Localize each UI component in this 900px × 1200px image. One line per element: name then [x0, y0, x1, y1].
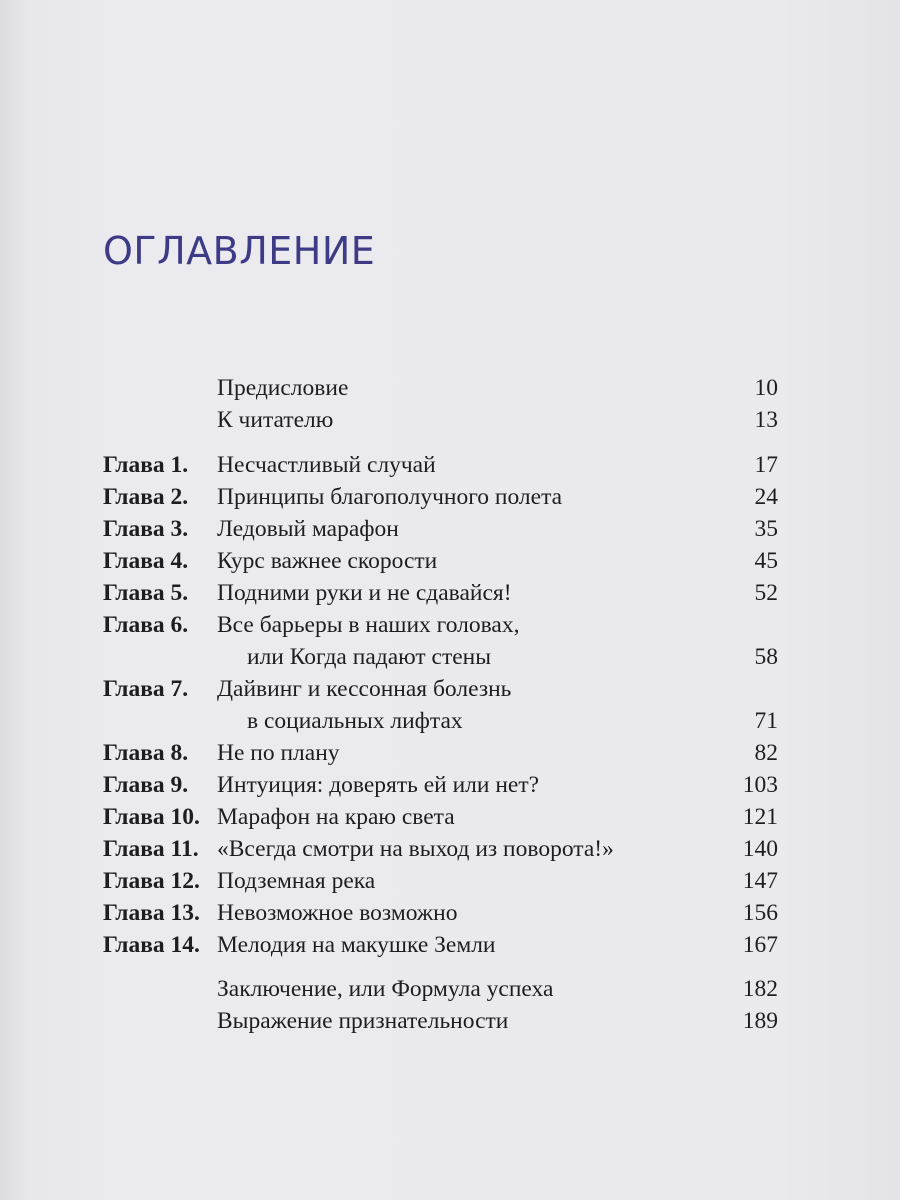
entry-page: 182 — [742, 976, 778, 1002]
toc-entry-chapter-7-cont — [0, 706, 900, 736]
entry-title: Марафон на краю света — [217, 804, 455, 830]
entry-page: 167 — [742, 932, 778, 958]
entry-title: Несчастливый случай — [217, 452, 436, 478]
entry-title: Предисловие — [217, 375, 349, 401]
entry-title: Ледовый марафон — [217, 516, 399, 542]
toc-entry-acknowledgements — [0, 1006, 900, 1036]
toc-entry-chapter-14 — [0, 930, 900, 960]
entry-page: 13 — [754, 407, 778, 433]
entry-page: 52 — [754, 580, 778, 606]
entry-page: 103 — [742, 772, 778, 798]
entry-title: Подземная река — [217, 868, 376, 894]
entry-page: 82 — [754, 740, 778, 766]
chapter-label: Глава 3. — [103, 516, 189, 542]
entry-page: 35 — [754, 516, 778, 542]
entry-title: Все барьеры в наших головах, — [217, 612, 520, 638]
entry-page: 140 — [742, 836, 778, 862]
entry-title: Дайвинг и кессонная болезнь — [217, 676, 512, 702]
chapter-label: Глава 9. — [103, 772, 189, 798]
entry-page: 189 — [742, 1008, 778, 1034]
chapter-label: Глава 1. — [103, 452, 189, 478]
toc-entry-chapter-8 — [0, 738, 900, 768]
entry-page: 147 — [742, 868, 778, 894]
toc-entry-chapter-13 — [0, 898, 900, 928]
chapter-label: Глава 10. — [103, 804, 200, 830]
toc-entry-chapter-6-cont — [0, 642, 900, 672]
entry-title: Мелодия на макушке Земли — [217, 932, 496, 958]
entry-title-continuation: или Когда падают стены — [247, 644, 492, 670]
chapter-label: Глава 6. — [103, 612, 189, 638]
entry-title: Не по плану — [217, 740, 340, 766]
toc-entry-preface — [0, 373, 900, 403]
toc-entry-chapter-11 — [0, 834, 900, 864]
toc-entry-chapter-4 — [0, 546, 900, 576]
entry-page: 58 — [754, 644, 778, 670]
entry-page: 156 — [742, 900, 778, 926]
toc-entry-chapter-5 — [0, 578, 900, 608]
chapter-label: Глава 7. — [103, 676, 189, 702]
toc-entry-chapter-9 — [0, 770, 900, 800]
entry-title: Принципы благополучного полета — [217, 484, 563, 510]
entry-title: К читателю — [217, 407, 334, 433]
entry-page: 17 — [754, 452, 778, 478]
entry-title: Выражение признательности — [217, 1008, 509, 1034]
entry-title: Подними руки и не сдавайся! — [217, 580, 512, 606]
chapter-label: Глава 8. — [103, 740, 189, 766]
toc-entry-chapter-10 — [0, 802, 900, 832]
toc-entry-conclusion — [0, 974, 900, 1004]
entry-page: 121 — [742, 804, 778, 830]
chapter-label: Глава 2. — [103, 484, 189, 510]
entry-page: 45 — [754, 548, 778, 574]
entry-page: 24 — [754, 484, 778, 510]
entry-title: «Всегда смотри на выход из поворота!» — [217, 836, 614, 862]
toc-entry-chapter-3 — [0, 514, 900, 544]
chapter-label: Глава 12. — [103, 868, 200, 894]
entry-title: Интуиция: доверять ей или нет? — [217, 772, 540, 798]
toc-entry-chapter-12 — [0, 866, 900, 896]
entry-title-continuation: в социальных лифтах — [247, 708, 463, 734]
entry-title: Невозможное возможно — [217, 900, 458, 926]
toc-entry-chapter-2 — [0, 482, 900, 512]
entry-page: 71 — [754, 708, 778, 734]
toc-entry-chapter-1 — [0, 450, 900, 480]
toc-entry-chapter-6 — [0, 610, 900, 640]
chapter-label: Глава 5. — [103, 580, 189, 606]
toc-entry-chapter-7 — [0, 674, 900, 704]
chapter-label: Глава 11. — [103, 836, 199, 862]
chapter-label: Глава 14. — [103, 932, 200, 958]
entry-title: Курс важнее скорости — [217, 548, 438, 574]
entry-title: Заключение, или Формула успеха — [217, 976, 554, 1002]
chapter-label: Глава 4. — [103, 548, 189, 574]
toc-entry-to-reader — [0, 405, 900, 435]
chapter-label: Глава 13. — [103, 900, 200, 926]
entry-page: 10 — [754, 375, 778, 401]
toc-heading: ОГЛАВЛЕНИЕ — [103, 229, 376, 273]
